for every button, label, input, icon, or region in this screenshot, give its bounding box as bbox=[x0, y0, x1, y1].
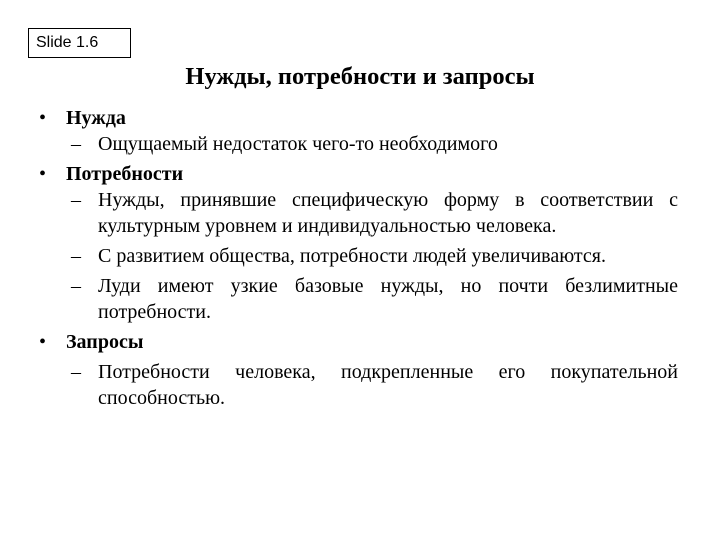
sub-item-wants-definition bbox=[71, 187, 678, 239]
dash-marker: – bbox=[71, 245, 81, 267]
bullet-heading-wants: Потребности bbox=[66, 163, 184, 185]
bullet-heading-demands: Запросы bbox=[66, 331, 144, 353]
dash-marker: – bbox=[71, 189, 81, 211]
bullet-marker: • bbox=[39, 331, 47, 353]
dash-marker: – bbox=[71, 275, 81, 297]
bullet-wants bbox=[0, 161, 720, 187]
sub-item-text: Луди имеют узкие базовые нужды, но почти безлимитные потребности. bbox=[98, 275, 678, 323]
sub-item-wants-unlimited bbox=[71, 273, 678, 325]
sub-item-demands-definition bbox=[71, 359, 678, 411]
dash-marker: – bbox=[71, 361, 81, 383]
bullet-marker: • bbox=[39, 107, 47, 129]
sub-item-text: Нужды, принявшие специфическую форму в соответствии с культурным уровнем и индивидуальностью человека. bbox=[98, 189, 678, 237]
bullet-heading-need: Нужда bbox=[66, 107, 126, 129]
slide-title: Нужды, потребности и запросы bbox=[185, 63, 535, 90]
sub-item-text: С развитием общества, потребности людей увеличиваются. bbox=[98, 245, 606, 267]
sub-item-text: Потребности человека, подкрепленные его покупательной способностью. bbox=[98, 361, 678, 409]
sub-item-need-definition bbox=[71, 131, 678, 157]
bullet-demands bbox=[0, 329, 720, 355]
sub-item-text: Ощущаемый недостаток чего-то необходимого bbox=[98, 133, 498, 155]
bullet-list bbox=[0, 105, 720, 411]
slide-number-label: Slide 1.6 bbox=[28, 28, 131, 58]
bullet-marker: • bbox=[39, 163, 47, 185]
bullet-need bbox=[0, 105, 720, 131]
dash-marker: – bbox=[71, 133, 81, 155]
sub-item-wants-growth bbox=[71, 243, 678, 269]
